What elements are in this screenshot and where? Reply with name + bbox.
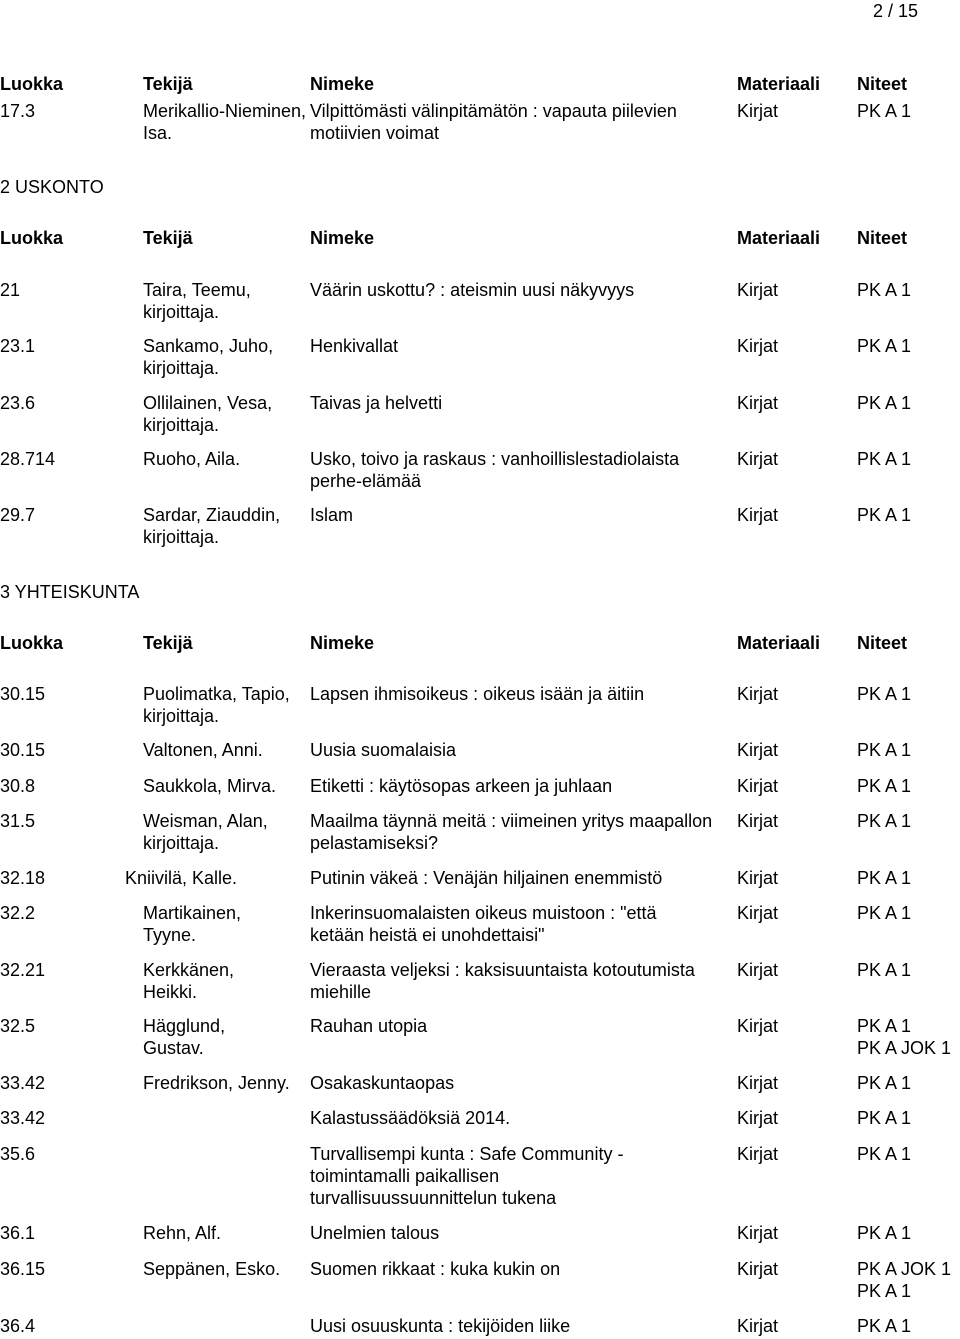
- cell-materiaali: Kirjat: [737, 1144, 779, 1164]
- header-niteet: Niteet: [857, 633, 908, 653]
- cell-tekija: Fredrikson, Jenny.: [143, 1073, 290, 1093]
- nide: PK A 1: [857, 393, 912, 413]
- cell-luokka: 31.5: [0, 811, 36, 831]
- header-tekija: Tekijä: [143, 633, 193, 653]
- cell-materiaali: Kirjat: [737, 868, 779, 888]
- cell-niteet: [857, 902, 960, 924]
- nide: PK A 1: [857, 336, 912, 356]
- cell-materiaali: Kirjat: [737, 1016, 779, 1036]
- cell-niteet: [857, 739, 960, 761]
- cell-luokka: 29.7: [0, 505, 36, 525]
- cell-niteet: [857, 683, 960, 705]
- nide: PK A 1: [857, 505, 912, 525]
- cell-luokka: 33.42: [0, 1108, 46, 1128]
- cell-nimeke: Uusi osuuskunta : tekijöiden liike: [310, 1316, 571, 1336]
- nide: PK A 1: [857, 960, 912, 980]
- cell-tekija: Saukkola, Mirva.: [143, 776, 277, 796]
- cell-nimeke: Turvallisempi kunta : Safe Community -toimintamalli paikallisen turvallisuussuunnittelun tukena: [310, 1144, 624, 1208]
- cell-materiaali: Kirjat: [737, 1259, 779, 1279]
- cell-materiaali: Kirjat: [737, 1223, 779, 1243]
- cell-luokka: 23.1: [0, 336, 36, 356]
- cell-niteet: [857, 1143, 960, 1165]
- cell-luokka: 30.15: [0, 684, 46, 704]
- nide: PK A 1: [857, 740, 912, 760]
- cell-niteet: [857, 100, 960, 122]
- cell-luokka: 35.6: [0, 1144, 36, 1164]
- cell-luokka: 36.1: [0, 1223, 36, 1243]
- cell-nimeke: Vilpittömästi välinpitämätön : vapauta piilevien motiivien voimat: [310, 101, 677, 143]
- cell-niteet: [857, 1222, 960, 1244]
- cell-nimeke: Suomen rikkaat : kuka kukin on: [310, 1259, 561, 1279]
- page-number: 2 / 15: [872, 1, 918, 21]
- cell-tekija: Martikainen, Tyyne.: [143, 903, 242, 945]
- cell-niteet: [857, 392, 960, 414]
- nide: PK A 1: [857, 776, 912, 796]
- cell-materiaali: Kirjat: [737, 449, 779, 469]
- cell-materiaali: Kirjat: [737, 740, 779, 760]
- section-title: 2 USKONTO: [0, 177, 104, 197]
- cell-tekija: Merikallio-Nieminen, Isa.: [143, 101, 307, 143]
- nide: PK A 1: [857, 1073, 912, 1093]
- nide: PK A 1: [857, 1281, 912, 1301]
- nide: PK A 1: [857, 868, 912, 888]
- header-luokka: Luokka: [0, 633, 64, 653]
- header-tekija: Tekijä: [143, 228, 193, 248]
- cell-niteet: [857, 959, 960, 981]
- nide: PK A 1: [857, 280, 912, 300]
- cell-materiaali: Kirjat: [737, 960, 779, 980]
- cell-luokka: 30.8: [0, 776, 36, 796]
- cell-niteet: [857, 775, 960, 797]
- cell-nimeke: Unelmien talous: [310, 1223, 440, 1243]
- cell-materiaali: Kirjat: [737, 336, 779, 356]
- cell-tekija: Weisman, Alan, kirjoittaja.: [143, 811, 268, 853]
- nide: PK A 1: [857, 1108, 912, 1128]
- cell-niteet: [857, 504, 960, 526]
- cell-materiaali: Kirjat: [737, 393, 779, 413]
- cell-tekija: Taira, Teemu, kirjoittaja.: [143, 280, 251, 322]
- nide: PK A 1: [857, 1316, 912, 1336]
- cell-nimeke: Inkerinsuomalaisten oikeus muistoon : "että ketään heistä ei unohdettaisi": [310, 903, 657, 945]
- cell-nimeke: Islam: [310, 505, 354, 525]
- cell-nimeke: Taivas ja helvetti: [310, 393, 443, 413]
- cell-materiaali: Kirjat: [737, 101, 779, 121]
- cell-nimeke: Etiketti : käytösopas arkeen ja juhlaan: [310, 776, 613, 796]
- header-materiaali: Materiaali: [737, 74, 821, 94]
- cell-materiaali: Kirjat: [737, 1073, 779, 1093]
- cell-luokka: 32.21: [0, 960, 46, 980]
- cell-tekija: Puolimatka, Tapio, kirjoittaja.: [143, 684, 290, 726]
- cell-luokka: 36.15: [0, 1259, 46, 1279]
- cell-tekija: Kerkkänen, Heikki.: [143, 960, 235, 1002]
- cell-materiaali: Kirjat: [737, 505, 779, 525]
- cell-nimeke: Usko, toivo ja raskaus : vanhoillislestadiolaista perhe-elämää: [310, 449, 680, 491]
- nide: PK A 1: [857, 449, 912, 469]
- cell-niteet: [857, 448, 960, 470]
- cell-niteet: [857, 867, 960, 889]
- cell-materiaali: Kirjat: [737, 811, 779, 831]
- nide: PK A 1: [857, 101, 912, 121]
- cell-nimeke: Henkivallat: [310, 336, 399, 356]
- cell-tekija: Sankamo, Juho, kirjoittaja.: [143, 336, 274, 378]
- cell-luokka: 33.42: [0, 1073, 46, 1093]
- nide: PK A 1: [857, 1144, 912, 1164]
- nide: PK A JOK 1: [857, 1038, 952, 1058]
- cell-niteet: [857, 810, 960, 832]
- cell-tekija: Sardar, Ziauddin, kirjoittaja.: [143, 505, 281, 547]
- cell-materiaali: Kirjat: [737, 1108, 779, 1128]
- header-niteet: Niteet: [857, 74, 908, 94]
- nide: PK A 1: [857, 903, 912, 923]
- cell-nimeke: Maailma täynnä meitä : viimeinen yritys maapallon pelastamiseksi?: [310, 811, 713, 853]
- cell-nimeke: Rauhan utopia: [310, 1016, 428, 1036]
- header-luokka: Luokka: [0, 74, 64, 94]
- cell-tekija: Ruoho, Aila.: [143, 449, 241, 469]
- header-nimeke: Nimeke: [310, 228, 375, 248]
- cell-niteet: [857, 1258, 960, 1302]
- cell-luokka: 28.714: [0, 449, 56, 469]
- cell-tekija: Valtonen, Anni.: [143, 740, 263, 760]
- cell-niteet: [857, 1015, 960, 1059]
- cell-tekija: Hägglund, Gustav.: [143, 1016, 226, 1058]
- cell-nimeke: Uusia suomalaisia: [310, 740, 457, 760]
- cell-luokka: 32.2: [0, 903, 36, 923]
- cell-materiaali: Kirjat: [737, 280, 779, 300]
- cell-luokka: 32.5: [0, 1016, 36, 1036]
- cell-luokka: 36.4: [0, 1316, 36, 1336]
- nide: PK A 1: [857, 811, 912, 831]
- nide: PK A 1: [857, 684, 912, 704]
- cell-tekija: Kniivilä, Kalle.: [125, 868, 238, 888]
- cell-nimeke: Putinin väkeä : Venäjän hiljainen enemmistö: [310, 868, 663, 888]
- cell-luokka: 21: [0, 280, 21, 300]
- cell-nimeke: Osakaskuntaopas: [310, 1073, 455, 1093]
- cell-nimeke: Lapsen ihmisoikeus : oikeus isään ja äitiin: [310, 684, 645, 704]
- cell-niteet: [857, 1072, 960, 1094]
- header-materiaali: Materiaali: [737, 228, 821, 248]
- cell-tekija: Ollilainen, Vesa, kirjoittaja.: [143, 393, 273, 435]
- cell-materiaali: Kirjat: [737, 903, 779, 923]
- header-nimeke: Nimeke: [310, 74, 375, 94]
- cell-materiaali: Kirjat: [737, 684, 779, 704]
- cell-materiaali: Kirjat: [737, 776, 779, 796]
- cell-materiaali: Kirjat: [737, 1316, 779, 1336]
- cell-nimeke: Vieraasta veljeksi : kaksisuuntaista kotoutumista miehille: [310, 960, 695, 1002]
- cell-luokka: 30.15: [0, 740, 46, 760]
- cell-niteet: [857, 1107, 960, 1129]
- section-title: 3 YHTEISKUNTA: [0, 582, 140, 602]
- cell-luokka: 23.6: [0, 393, 36, 413]
- cell-tekija: Rehn, Alf.: [143, 1223, 222, 1243]
- cell-nimeke: Kalastussäädöksiä 2014.: [310, 1108, 511, 1128]
- header-niteet: Niteet: [857, 228, 908, 248]
- cell-niteet: [857, 1315, 960, 1337]
- cell-luokka: 17.3: [0, 101, 36, 121]
- cell-niteet: [857, 335, 960, 357]
- cell-luokka: 32.18: [0, 868, 46, 888]
- header-luokka: Luokka: [0, 228, 64, 248]
- nide: PK A 1: [857, 1223, 912, 1243]
- cell-nimeke: Väärin uskottu? : ateismin uusi näkyvyys: [310, 280, 635, 300]
- header-materiaali: Materiaali: [737, 633, 821, 653]
- cell-tekija: Seppänen, Esko.: [143, 1259, 281, 1279]
- header-nimeke: Nimeke: [310, 633, 375, 653]
- cell-niteet: [857, 279, 960, 301]
- header-tekija: Tekijä: [143, 74, 193, 94]
- nide: PK A JOK 1: [857, 1259, 952, 1279]
- nide: PK A 1: [857, 1016, 912, 1036]
